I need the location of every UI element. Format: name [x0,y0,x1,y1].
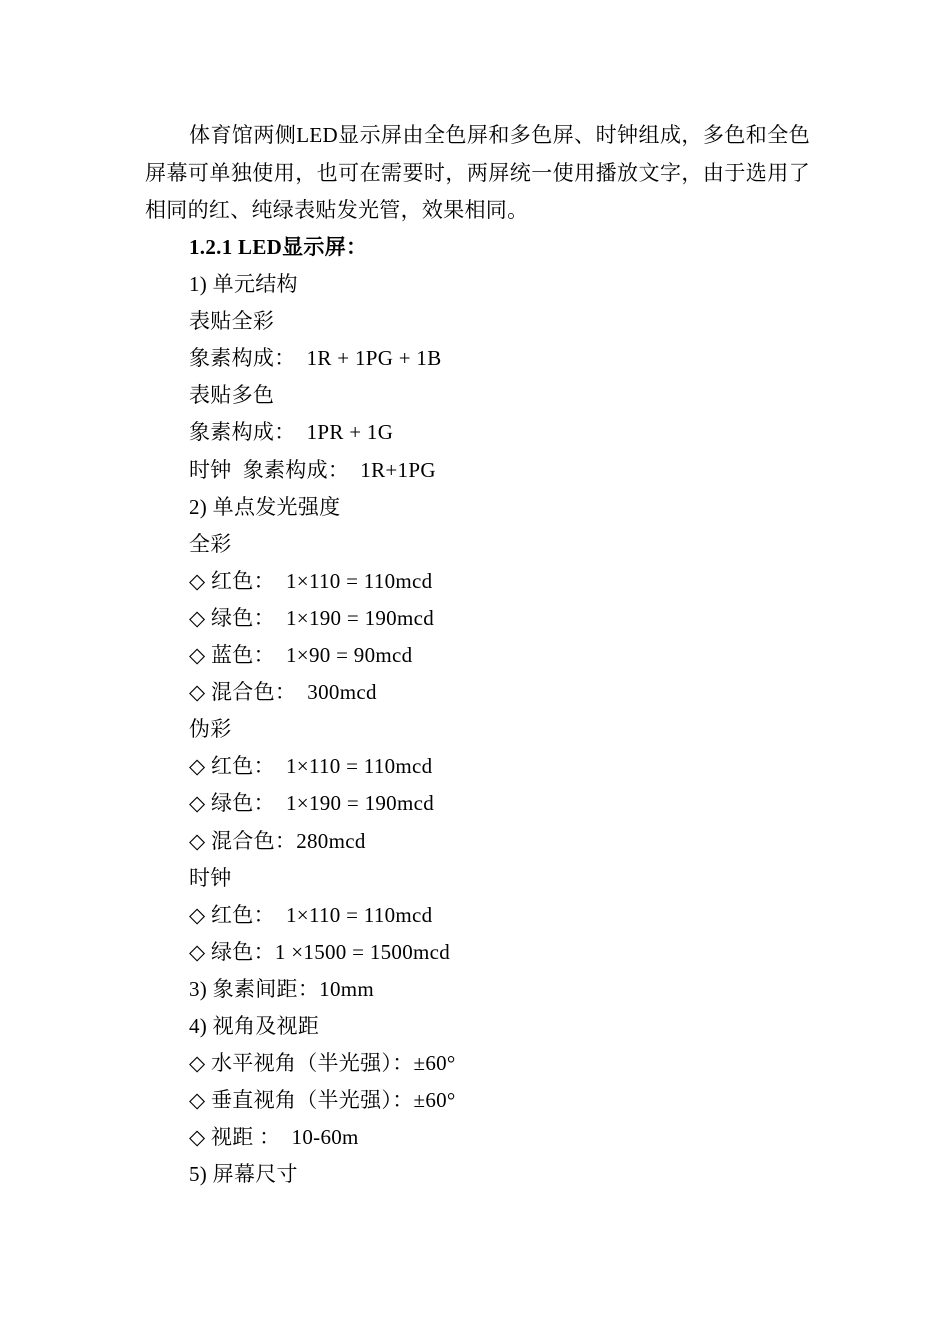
list-item: ◇ 绿色： 1×190 = 190mcd [189,605,435,630]
list-item: ◇ 红色： 1×110 = 110mcd [189,568,433,593]
list-item: 表贴多色 [189,383,275,408]
list-item: ◇ 视距 ： 10-60m [189,1125,359,1150]
list-item: ◇ 水平视角（半光强）：±60° [189,1051,456,1076]
list-item: ◇ 垂直视角（半光强）：±60° [189,1088,456,1113]
section-heading: 1.2.1 LED显示屏： [189,235,368,259]
subsection-pixel-pitch: 3) 象素间距：10mm [189,976,375,1001]
list-item: 时钟 [189,865,232,890]
list-item: 象素构成： 1R + 1PG + 1B [189,346,442,371]
spec-list [189,229,829,1193]
list-item: ◇ 混合色：280mcd [189,828,366,853]
list-item: 伪彩 [189,717,232,742]
list-item: ◇ 红色： 1×110 = 110mcd [189,902,433,927]
list-item: 象素构成： 1PR + 1G [189,420,394,445]
list-item: ◇ 绿色：1 ×1500 = 1500mcd [189,939,451,964]
list-item: ◇ 红色： 1×110 = 110mcd [189,754,433,779]
subsection-screen-size: 5) 屏幕尺寸 [189,1162,298,1187]
list-item: ◇ 绿色： 1×190 = 190mcd [189,791,435,816]
subsection-luminous-intensity: 2) 单点发光强度 [189,494,341,519]
list-item: 全彩 [189,531,232,556]
list-item: ◇ 蓝色： 1×90 = 90mcd [189,643,413,668]
subsection-unit-structure: 1) 单元结构 [189,272,298,297]
subsection-viewing-angle: 4) 视角及视距 [189,1013,320,1038]
list-item: 时钟 象素构成： 1R+1PG [189,457,436,482]
list-item: 表贴全彩 [189,309,275,334]
list-item: ◇ 混合色： 300mcd [189,680,377,705]
intro-paragraph: 体育馆两侧LED显示屏由全色屏和多色屏、时钟组成，多色和全色屏幕可单独使用，也可在需要时，两屏统一使用播放文字，由于选用了相同的红、纯绿表贴发光管，效果相同。 [145,123,810,222]
